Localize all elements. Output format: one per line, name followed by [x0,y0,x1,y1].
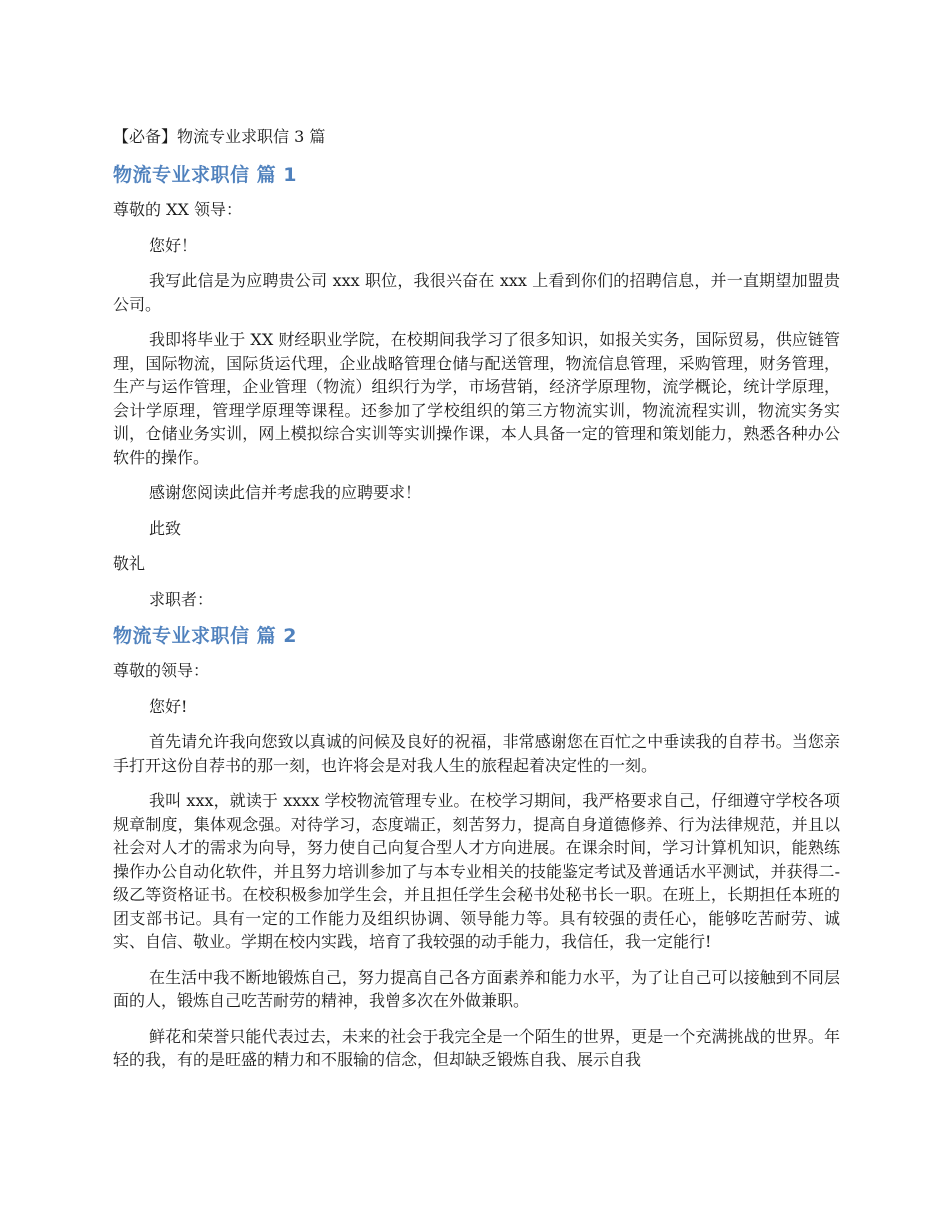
section-heading-2: 物流专业求职信 篇 2 [113,625,297,647]
closing-line: 此致 [149,518,182,538]
body-paragraph: 感谢您阅读此信并考虑我的应聘要求！ [149,483,422,502]
document-title: 【必备】物流专业求职信 3 篇 [113,127,326,146]
salutation: 尊敬的领导： [113,661,210,680]
greeting: 您好！ [149,235,198,255]
body-paragraph: 我叫 xxx，就读于 xxxx 学校物流管理专业。在校学习期间，我严格要求自己，仔细遵守学校各项规章制度，集体观念强。对待学习，态度端正，刻苦努力，提高自身道德修养、行为法律规范，并且以社会对人才的需求为向导，努力使自己向复合型人才方向进展。在课余时间，学习计算机知识，能熟练操作办公自动化软件，并且努力培训参加了与本专业相关的技能鉴定考试及普通话水平测试，并获得二-级乙等资格证书。在校积极参加学生会，并且担任学生会秘书处秘书长一职。在班上，长期担任本班的团支部书记。具有一定的工作能力及组织协调、领导能力等。具有较强的责任心，能够吃苦耐劳、诚实、自信、敬业。学期在校内实践，培育了我较强的动手能力，我信任，我一定能行! [113,791,840,951]
section-heading-1: 物流专业求职信 篇 1 [113,164,297,186]
document-page [113,126,840,1084]
greeting: 您好! [149,696,188,716]
body-paragraph: 我写此信是为应聘贵公司 xxx 职位，我很兴奋在 xxx 上看到你们的招聘信息，并一直期望加盟贵公司。 [113,271,840,314]
body-paragraph: 在生活中我不断地锻炼自己，努力提高自己各方面素养和能力水平，为了让自己可以接触到不同层面的人，锻炼自己吃苦耐劳的精神，我曾多次在外做兼职。 [113,967,840,1010]
salutation: 尊敬的 XX 领导： [113,200,242,219]
body-paragraph: 鲜花和荣誉只能代表过去，未来的社会于我完全是一个陌生的世界，更是一个充满挑战的世界。年轻的我，有的是旺盛的精力和不服输的信念，但却缺乏锻炼自我、展示自我 [113,1026,840,1069]
closing-regards: 敬礼 [113,554,146,573]
body-paragraph: 我即将毕业于 XX 财经职业学院，在校期间我学习了很多知识，如报关实务，国际贸易，供应链管理，国际物流，国际货运代理，企业战略管理仓储与配送管理，物流信息管理，采购管理，财务管理，生产与运作管理，企业管理（物流）组织行为学，市场营销，经济学原理物，流学概论，统计学原理，会计学原理，管理学原理等课程。还参加了学校组织的第三方物流实训，物流流程实训，物流实务实训，仓储业务实训，网上模拟综合实训等实训操作课，本人具备一定的管理和策划能力，熟悉各种办公软件的操作。 [113,330,840,467]
signature-label: 求职者： [149,589,214,609]
body-paragraph: 首先请允许我向您致以真诚的问候及良好的祝福，非常感谢您在百忙之中垂读我的自荐书。当您亲手打开这份自荐书的那一刻，也许将会是对我人生的旅程起着决定性的一刻。 [113,732,840,775]
